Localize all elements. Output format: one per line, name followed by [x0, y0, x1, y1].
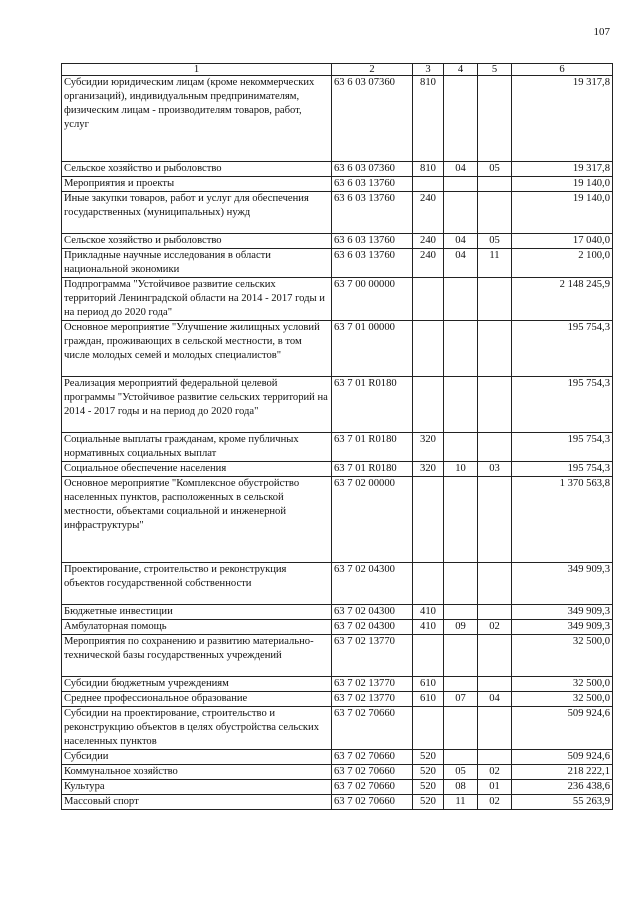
row-amount: 509 924,6 — [512, 750, 613, 765]
column-header: 4 — [444, 64, 478, 76]
row-section: 05 — [444, 765, 478, 780]
row-subsection — [478, 433, 512, 462]
row-amount: 32 500,0 — [512, 692, 613, 707]
row-section: 04 — [444, 234, 478, 249]
row-section: 07 — [444, 692, 478, 707]
row-name: Массовый спорт — [62, 795, 332, 810]
row-section — [444, 707, 478, 750]
row-code: 63 6 03 13760 — [332, 192, 413, 234]
row-amount: 55 263,9 — [512, 795, 613, 810]
row-name: Сельское хозяйство и рыболовство — [62, 162, 332, 177]
row-section — [444, 177, 478, 192]
budget-table — [61, 63, 613, 810]
row-code: 63 7 02 04300 — [332, 563, 413, 605]
row-amount: 195 754,3 — [512, 433, 613, 462]
table-row — [62, 76, 613, 162]
row-code: 63 7 02 13770 — [332, 677, 413, 692]
row-code: 63 6 03 13760 — [332, 177, 413, 192]
row-expense-type: 240 — [413, 249, 444, 278]
row-section — [444, 677, 478, 692]
row-subsection — [478, 278, 512, 321]
row-name: Коммунальное хозяйство — [62, 765, 332, 780]
table-row — [62, 177, 613, 192]
row-name: Среднее профессиональное образование — [62, 692, 332, 707]
column-header: 5 — [478, 64, 512, 76]
row-subsection: 02 — [478, 795, 512, 810]
row-section — [444, 750, 478, 765]
table-row — [62, 162, 613, 177]
table-row — [62, 707, 613, 750]
header-row — [62, 64, 613, 76]
row-section — [444, 563, 478, 605]
row-code: 63 7 01 R0180 — [332, 377, 413, 433]
table-row — [62, 780, 613, 795]
row-code: 63 7 02 70660 — [332, 765, 413, 780]
row-name: Проектирование, строительство и реконструкция объектов государственной собственности — [62, 563, 332, 605]
row-expense-type: 810 — [413, 76, 444, 162]
row-code: 63 7 02 13770 — [332, 692, 413, 707]
row-expense-type — [413, 321, 444, 377]
row-subsection — [478, 477, 512, 563]
table-row — [62, 750, 613, 765]
row-code: 63 6 03 07360 — [332, 76, 413, 162]
row-section — [444, 76, 478, 162]
row-expense-type: 520 — [413, 750, 444, 765]
row-amount: 195 754,3 — [512, 462, 613, 477]
table-row — [62, 765, 613, 780]
row-name: Сельское хозяйство и рыболовство — [62, 234, 332, 249]
row-name: Реализация мероприятий федеральной целевой программы "Устойчивое развитие сельских территорий на 2014 - 2017 годы и на период до 2020 года" — [62, 377, 332, 433]
row-name: Основное мероприятие "Улучшение жилищных условий граждан, проживающих в сельской местности, в том числе молодых семей и молодых специалистов" — [62, 321, 332, 377]
row-subsection — [478, 707, 512, 750]
row-expense-type — [413, 177, 444, 192]
table-row — [62, 377, 613, 433]
row-section: 04 — [444, 162, 478, 177]
row-section — [444, 433, 478, 462]
row-expense-type: 810 — [413, 162, 444, 177]
row-amount: 32 500,0 — [512, 677, 613, 692]
row-code: 63 7 01 R0180 — [332, 462, 413, 477]
row-subsection: 04 — [478, 692, 512, 707]
row-amount: 2 148 245,9 — [512, 278, 613, 321]
row-section — [444, 192, 478, 234]
row-subsection: 05 — [478, 234, 512, 249]
row-name: Основное мероприятие "Комплексное обустройство населенных пунктов, расположенных в сельской местности, объектами социальной и инженерной инфраструктуры" — [62, 477, 332, 563]
table-row — [62, 192, 613, 234]
row-subsection — [478, 750, 512, 765]
row-amount: 509 924,6 — [512, 707, 613, 750]
table-row — [62, 563, 613, 605]
table-row — [62, 692, 613, 707]
row-code: 63 7 02 04300 — [332, 620, 413, 635]
row-name: Иные закупки товаров, работ и услуг для обеспечения государственных (муниципальных) нужд — [62, 192, 332, 234]
row-name: Культура — [62, 780, 332, 795]
row-name: Прикладные научные исследования в области национальной экономики — [62, 249, 332, 278]
row-code: 63 7 02 04300 — [332, 605, 413, 620]
row-amount: 236 438,6 — [512, 780, 613, 795]
row-expense-type — [413, 477, 444, 563]
row-subsection — [478, 192, 512, 234]
row-section — [444, 278, 478, 321]
row-subsection — [478, 177, 512, 192]
row-expense-type: 520 — [413, 765, 444, 780]
row-code: 63 7 02 70660 — [332, 707, 413, 750]
row-amount: 195 754,3 — [512, 377, 613, 433]
row-name: Субсидии — [62, 750, 332, 765]
row-subsection: 03 — [478, 462, 512, 477]
row-subsection — [478, 677, 512, 692]
row-name: Субсидии бюджетным учреждениям — [62, 677, 332, 692]
row-name: Социальные выплаты гражданам, кроме публичных нормативных социальных выплат — [62, 433, 332, 462]
row-subsection — [478, 635, 512, 677]
table-row — [62, 433, 613, 462]
row-code: 63 7 00 00000 — [332, 278, 413, 321]
table-row — [62, 249, 613, 278]
row-code: 63 6 03 13760 — [332, 234, 413, 249]
row-code: 63 6 03 13760 — [332, 249, 413, 278]
row-amount: 19 140,0 — [512, 177, 613, 192]
column-header: 6 — [512, 64, 613, 76]
row-code: 63 7 02 13770 — [332, 635, 413, 677]
table-row — [62, 795, 613, 810]
row-section: 04 — [444, 249, 478, 278]
column-header: 1 — [62, 64, 332, 76]
row-expense-type: 240 — [413, 192, 444, 234]
row-section — [444, 321, 478, 377]
table-row — [62, 462, 613, 477]
row-name: Бюджетные инвестиции — [62, 605, 332, 620]
row-subsection: 11 — [478, 249, 512, 278]
row-subsection — [478, 321, 512, 377]
row-subsection — [478, 377, 512, 433]
row-section: 11 — [444, 795, 478, 810]
row-amount: 1 370 563,8 — [512, 477, 613, 563]
row-section: 08 — [444, 780, 478, 795]
row-subsection — [478, 76, 512, 162]
table-row — [62, 635, 613, 677]
row-name: Мероприятия по сохранению и развитию материально-технической базы государственных учреждений — [62, 635, 332, 677]
row-expense-type — [413, 278, 444, 321]
row-subsection: 02 — [478, 765, 512, 780]
row-expense-type: 410 — [413, 605, 444, 620]
row-expense-type: 320 — [413, 462, 444, 477]
row-code: 63 7 02 70660 — [332, 780, 413, 795]
table-row — [62, 620, 613, 635]
row-code: 63 7 02 70660 — [332, 795, 413, 810]
row-code: 63 7 02 00000 — [332, 477, 413, 563]
row-expense-type: 410 — [413, 620, 444, 635]
row-name: Подпрограмма "Устойчивое развитие сельских территорий Ленинградской области на 2014 - 2017 годы и на период до 2020 года" — [62, 278, 332, 321]
row-expense-type: 520 — [413, 795, 444, 810]
row-code: 63 6 03 07360 — [332, 162, 413, 177]
table-row — [62, 477, 613, 563]
row-amount: 17 040,0 — [512, 234, 613, 249]
row-amount: 349 909,3 — [512, 605, 613, 620]
row-subsection — [478, 563, 512, 605]
row-section — [444, 635, 478, 677]
row-expense-type: 610 — [413, 677, 444, 692]
row-expense-type: 320 — [413, 433, 444, 462]
row-code: 63 7 01 00000 — [332, 321, 413, 377]
row-amount: 19 317,8 — [512, 76, 613, 162]
row-name: Социальное обеспечение населения — [62, 462, 332, 477]
row-amount: 218 222,1 — [512, 765, 613, 780]
row-name: Субсидии на проектирование, строительство и реконструкцию объектов в целях обустройства сельских населенных пунктов — [62, 707, 332, 750]
table-row — [62, 278, 613, 321]
row-name: Мероприятия и проекты — [62, 177, 332, 192]
row-amount: 32 500,0 — [512, 635, 613, 677]
row-expense-type: 240 — [413, 234, 444, 249]
row-code: 63 7 02 70660 — [332, 750, 413, 765]
row-expense-type: 610 — [413, 692, 444, 707]
row-expense-type — [413, 377, 444, 433]
row-code: 63 7 01 R0180 — [332, 433, 413, 462]
row-amount: 19 317,8 — [512, 162, 613, 177]
row-expense-type — [413, 635, 444, 677]
row-section: 09 — [444, 620, 478, 635]
row-name: Амбулаторная помощь — [62, 620, 332, 635]
row-amount: 349 909,3 — [512, 563, 613, 605]
row-subsection: 05 — [478, 162, 512, 177]
table-row — [62, 677, 613, 692]
row-expense-type — [413, 707, 444, 750]
row-section — [444, 377, 478, 433]
row-expense-type: 520 — [413, 780, 444, 795]
row-subsection: 01 — [478, 780, 512, 795]
row-section — [444, 605, 478, 620]
row-amount: 19 140,0 — [512, 192, 613, 234]
row-section — [444, 477, 478, 563]
row-amount: 349 909,3 — [512, 620, 613, 635]
row-amount: 2 100,0 — [512, 249, 613, 278]
row-name: Субсидии юридическим лицам (кроме некоммерческих организаций), индивидуальным предпринимателям, физическим лицам - производителям товаров, работ, услуг — [62, 76, 332, 162]
page-number: 107 — [593, 26, 610, 38]
table-row — [62, 234, 613, 249]
row-subsection — [478, 605, 512, 620]
row-section: 10 — [444, 462, 478, 477]
table-row — [62, 605, 613, 620]
row-subsection: 02 — [478, 620, 512, 635]
column-header: 2 — [332, 64, 413, 76]
row-expense-type — [413, 563, 444, 605]
column-header: 3 — [413, 64, 444, 76]
row-amount: 195 754,3 — [512, 321, 613, 377]
table-row — [62, 321, 613, 377]
